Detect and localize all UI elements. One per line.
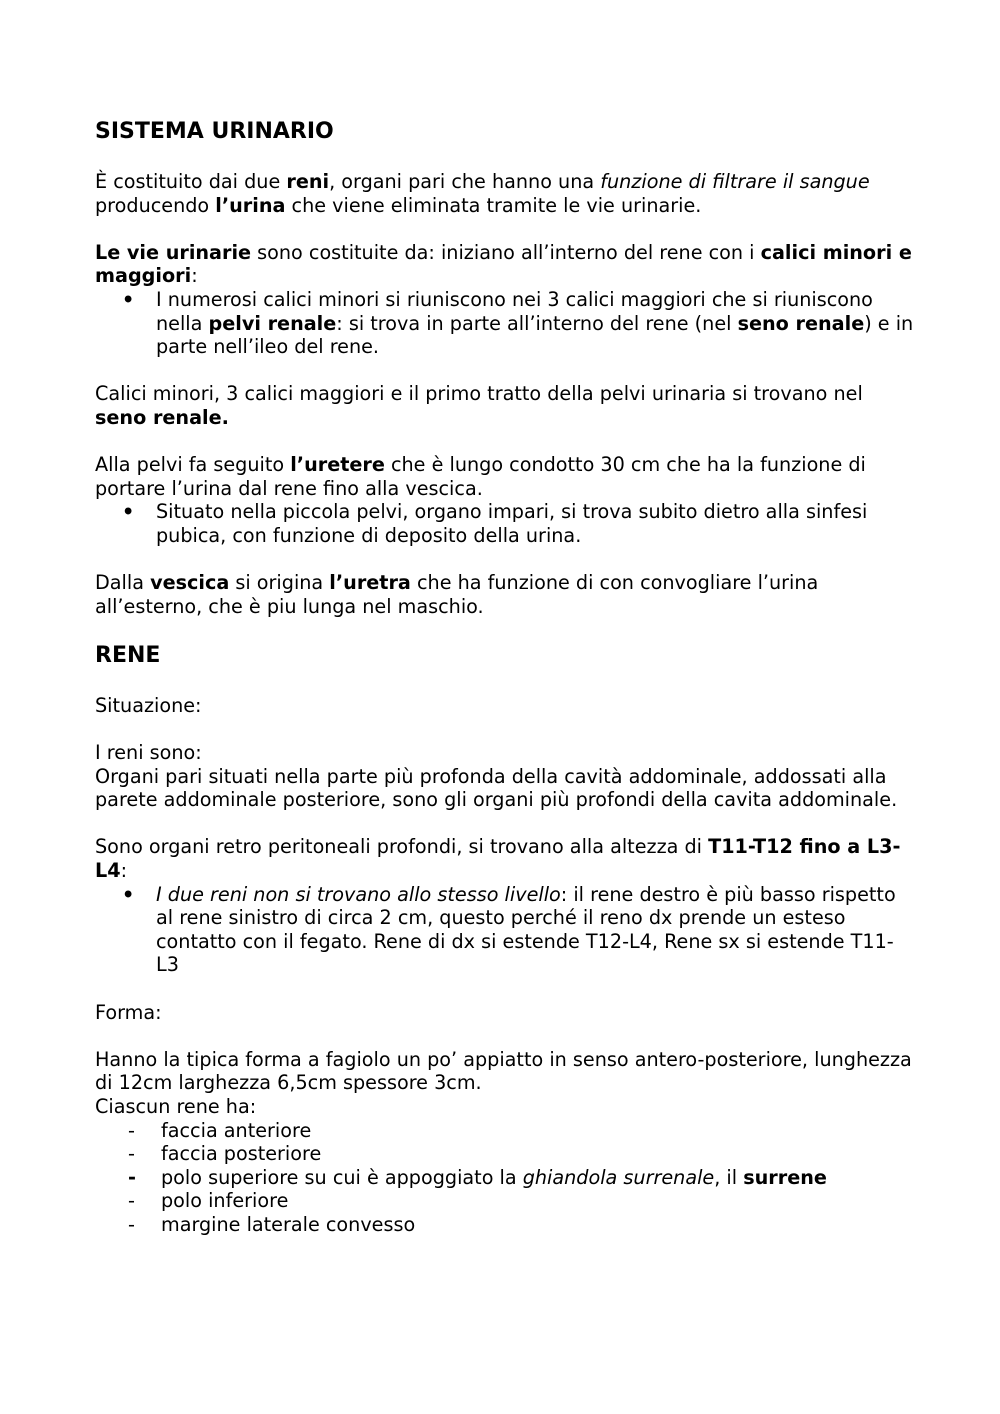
bullet-marker: • bbox=[122, 287, 135, 311]
list-item: - faccia anteriore bbox=[128, 1118, 312, 1142]
section-title-rene: RENE bbox=[95, 642, 161, 668]
dash-marker: - bbox=[128, 1189, 135, 1213]
dash-marker: - bbox=[128, 1142, 135, 1166]
paragraph-uretere: Alla pelvi fa seguito l’uretere che è lungo condotto 30 cm che ha la funzione di portare l’urina dal rene fino alla vescica. bbox=[95, 453, 866, 500]
dash-list-rene bbox=[95, 1119, 915, 1237]
dash-marker: - bbox=[128, 1212, 135, 1236]
paragraph-organi-pari: Organi pari situati nella parte più profonda della cavità addominale, addossati alla parete addominale posteriore, sono gli organi più profondi della cavita addominale. bbox=[95, 764, 898, 812]
bullet-list-vescica bbox=[95, 500, 915, 547]
label-situazione: Situazione: bbox=[95, 693, 202, 717]
paragraph-uretra: Dalla vescica si origina l’uretra che ha funzione di con convogliare l’urina all’esterno, che è piu lunga nel maschio. bbox=[95, 571, 819, 618]
paragraph-retro-peritoneali: Sono organi retro peritoneali profondi, si trovano alla altezza di T11-T12 fino a L3-L4: bbox=[95, 835, 901, 883]
list-item: • I numerosi calici minori si riuniscono nei 3 calici maggiori che si riuniscono nella pelvi renale: si trova in parte all’interno del rene (nel seno renale) e in parte nell’ileo del rene. bbox=[122, 287, 914, 359]
list-item: - faccia posteriore bbox=[128, 1142, 322, 1166]
section-title-sistema-urinario: SISTEMA URINARIO bbox=[95, 119, 334, 144]
bullet-marker: • bbox=[122, 882, 135, 906]
document-page bbox=[95, 118, 915, 1237]
paragraph-vie-urinarie: Le vie urinarie sono costituite da: iniziano all’interno del rene con i calici minori e maggiori: bbox=[95, 240, 912, 288]
bullet-list-livello bbox=[95, 883, 915, 977]
paragraph-seno-renale: Calici minori, 3 calici maggiori e il primo tratto della pelvi urinaria si trovano nel seno renale. bbox=[95, 382, 863, 429]
paragraph-intro: È costituito dai due reni, organi pari che hanno una funzione di filtrare il sangue producendo l’urina che viene eliminata tramite le vie urinarie. bbox=[95, 170, 870, 217]
bullet-list-calici bbox=[95, 288, 915, 359]
list-item: - polo superiore su cui è appoggiato la ghiandola surrenale, il surrene bbox=[128, 1165, 827, 1189]
label-forma: Forma: bbox=[95, 1000, 162, 1024]
list-item: - polo inferiore bbox=[128, 1189, 289, 1213]
list-item: • Situato nella piccola pelvi, organo impari, si trova subito dietro alla sinfesi pubica, con funzione di deposito della urina. bbox=[122, 500, 868, 547]
list-item: - margine laterale convesso bbox=[128, 1212, 416, 1236]
label-reni-sono: I reni sono: bbox=[95, 741, 202, 765]
paragraph-forma: Hanno la tipica forma a fagiolo un po’ appiatto in senso antero-posteriore, lunghezza di 12cm larghezza 6,5cm spessore 3cm. bbox=[95, 1047, 912, 1095]
list-item: • I due reni non si trovano allo stesso livello: il rene destro è più basso rispetto al rene sinistro di circa 2 cm, questo perché il reno dx prende un esteso contatto con il fegato. Rene di dx si estende T12-L4, Rene sx si estende T11-L3 bbox=[122, 882, 896, 977]
bullet-marker: • bbox=[122, 500, 135, 524]
label-ciascun-rene: Ciascun rene ha: bbox=[95, 1094, 257, 1118]
dash-marker: - bbox=[128, 1118, 135, 1142]
dash-marker: - bbox=[128, 1165, 136, 1189]
